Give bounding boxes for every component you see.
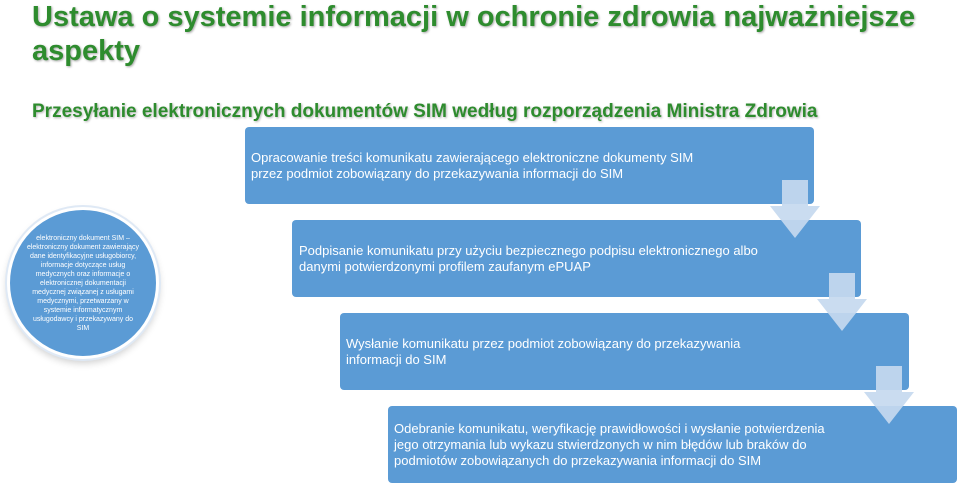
process-step-1-text: Opracowanie treści komunikatu zawierającego elektroniczne dokumenty SIM przez podmiot zobowiązany do przekazywania informacji do SIM (251, 149, 694, 181)
process-step-4-text: Odebranie komunikatu, weryfikację prawidłowości i wysłanie potwierdzenia jego otrzymania lub wykazu stwierdzonych w nim błędów lub braków do podmiotów zobowiązanych do przekazywania informacji do SIM (394, 420, 825, 468)
page-subtitle: Przesyłanie elektronicznych dokumentów SIM według rozporządzenia Ministra Zdrowia (32, 101, 818, 122)
page-title: Ustawa o systemie informacji w ochronie zdrowia najważniejsze aspekty (32, 1, 916, 67)
down-arrow-icon (817, 273, 867, 333)
process-step-1 (245, 127, 814, 204)
definition-text: elektroniczny dokument SIM – elektroniczny dokument zawierający dane identyfikacyjne usługobiorcy, informacje dotyczące usług medycznych oraz informacje o elektronicznej dokumentacji medycznej związanej z usługami medycznymi, przetwarzany w systemie informatycznym usługodawcy i przekazywany do SIM (26, 234, 140, 332)
down-arrow-icon (770, 180, 820, 240)
definition-circle (7, 207, 159, 359)
process-step-3-text: Wysłanie komunikatu przez podmiot zobowiązany do przekazywania informacji do SIM (346, 335, 741, 367)
down-arrow-icon (864, 366, 914, 426)
process-step-2-text: Podpisanie komunikatu przy użyciu bezpiecznego podpisu elektronicznego albo danymi potwierdzonymi profilem zaufanym ePUAP (299, 243, 758, 274)
